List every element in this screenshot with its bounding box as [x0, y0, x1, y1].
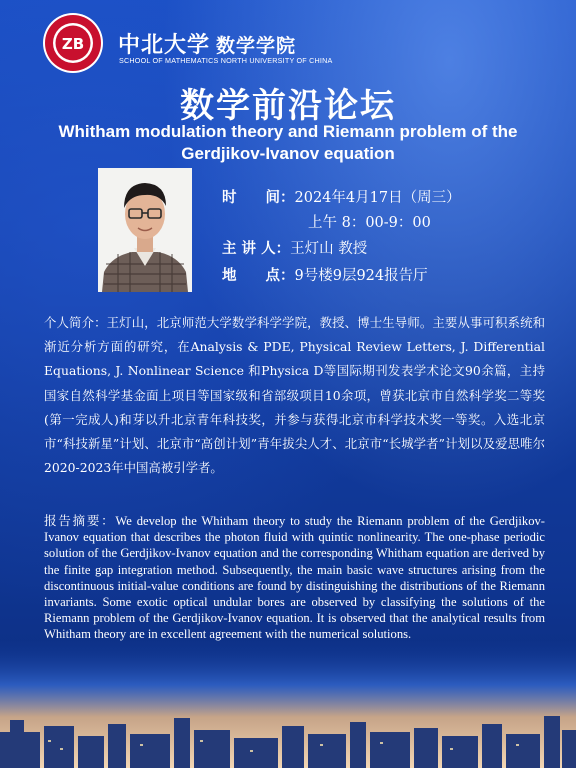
- department-name-cn: 数学学院: [216, 35, 297, 57]
- venue-value: 9号楼9层924报告厅: [294, 268, 428, 284]
- abstract-label: 报告摘要：: [44, 513, 116, 528]
- university-logo: [42, 12, 104, 74]
- city-skyline-image: [0, 640, 576, 768]
- time-range: 上午 8：00-9：00: [308, 215, 431, 231]
- time-value-2: [308, 211, 431, 232]
- school-name-en: SCHOOL OF MATHEMATICS NORTH UNIVERSITY OF CHINA: [119, 56, 333, 65]
- speaker-row: [222, 237, 367, 258]
- speaker-value: 王灯山 教授: [290, 241, 368, 257]
- abstract-text: We develop the Whitham theory to study the Riemann problem of the Gerdjikov-Ivanov equation that describes the photon fluid with quintic nonlinearity. The one-phase periodic solution of the Gerdjikov-Ivanov equation and the corresponding Whitham equation are derived by the finite gap integration method. Subsequently, the main basic wave structures arising from the discontinuous initial-value conditions are found by distinguishing the distributions of the Riemann invariants. Some exotic optical undular bores are observed by classifying the solutions of the Riemann problem of the Gerdjikov-Ivanov equation. It is observed that the analytical results from Whitham theory are in excellent agreement with the numerical solutions.: [44, 514, 545, 642]
- speaker-photo: [98, 168, 192, 292]
- time-row: [222, 186, 461, 207]
- logo-mark: ZB: [61, 35, 85, 53]
- speaker-label: 主 讲 人：: [222, 241, 291, 257]
- venue-row: [222, 264, 428, 285]
- abstract: [44, 513, 545, 643]
- forum-title: 数学前沿论坛: [180, 86, 396, 126]
- speaker-bio: 个人简介：王灯山，北京师范大学数学科学学院，教授、博士生导师。主要从事可积系统和渐近分析方面的研究，在Analysis & PDE, Physical Review Letters, J. Differential Equations, J. Nonlinear Science 和Physica D等国际期刊发表学术论文90余篇，主持国家自然科学基金面上项目等国家级和省部级项目10余项，曾获北京市自然科学奖二等奖(第一完成人)和芽以升北京青年科技奖，并参与获得北京市科学技术奖一等奖。入选北京市“科技新星”计划、北京市“高创计划”青年拔尖人才、北京市“长城学者”计划以及爱思唯尔2020-2023年中国高被引学者。: [44, 315, 545, 476]
- venue-label: 地 点：: [222, 268, 295, 284]
- time-label: 时 间：: [222, 190, 295, 206]
- time-value: 2024年4月17日（周三）: [294, 190, 461, 206]
- school-name-cn: 中北大学: [118, 32, 211, 58]
- talk-title: Whitham modulation theory and Riemann problem of the Gerdjikov-Ivanov equation: [58, 122, 518, 163]
- school-name: [118, 28, 296, 59]
